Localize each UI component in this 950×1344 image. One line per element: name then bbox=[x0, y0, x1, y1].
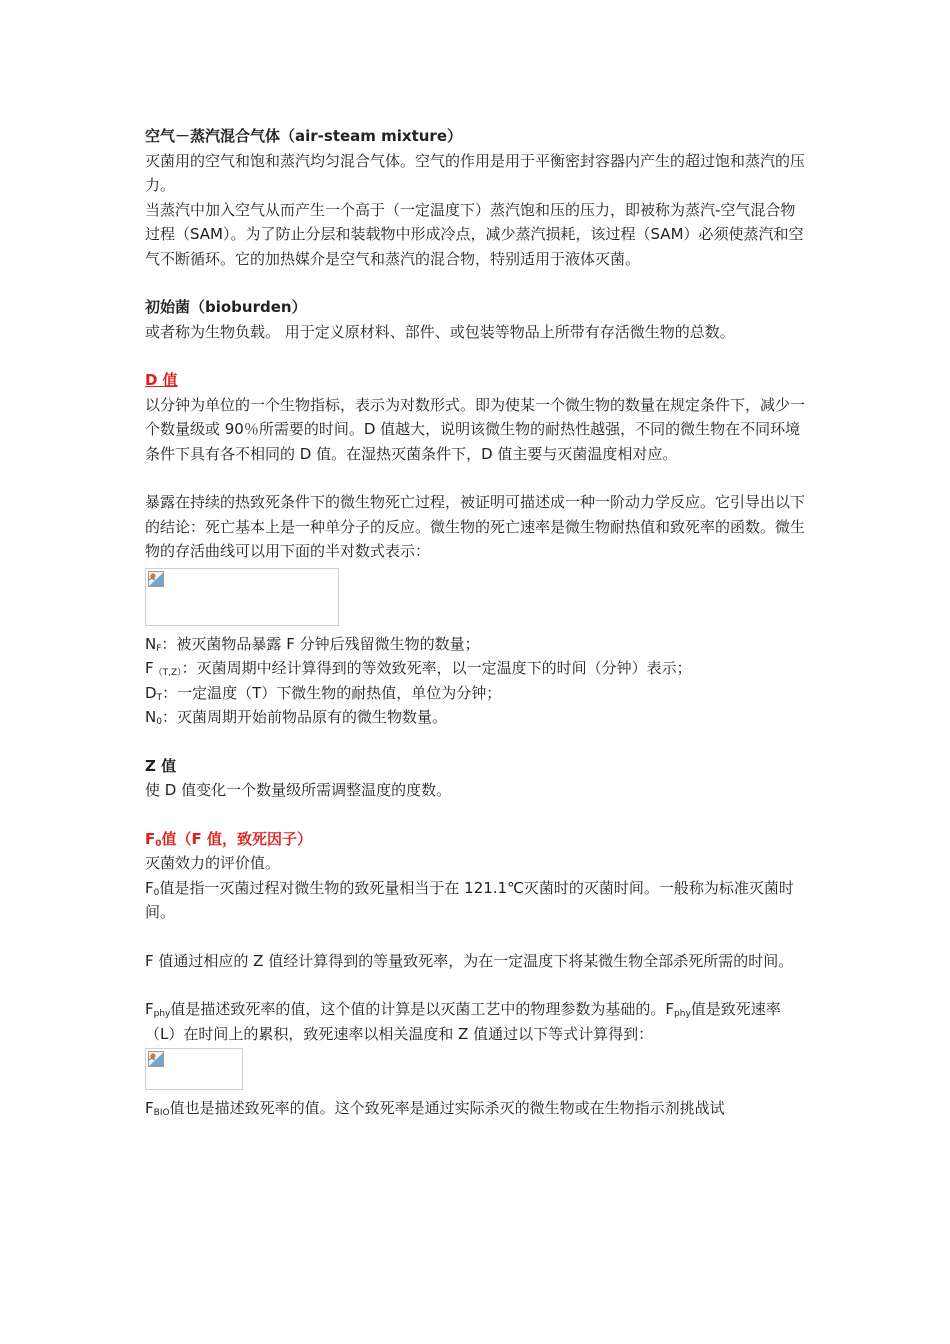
d-value-paragraph-2: 暴露在持续的热致死条件下的微生物死亡过程，被证明可描述成一种一阶动力学反应。它引导出以下的结论：死亡基本上是一种单分子的反应。微生物的死亡速率是微生物耐热值和致死率的函数。微生物的存活曲线可以用下面的半对数式表示： bbox=[145, 493, 806, 560]
equation-image-survival-curve bbox=[145, 568, 339, 626]
air-steam-paragraph-2: 当蒸汽中加入空气从而产生一个高于（一定温度下）蒸汽饱和压的压力，即被称为蒸汽-空气混合物过程（SAM）。为了防止分层和装载物中形成冷点，减少蒸汽损耗，该过程（SAM）必须使蒸汽和空气不断循环。它的加热媒介是空气和蒸汽的混合物，特别适用于液体灭菌。 bbox=[145, 200, 804, 268]
section-heading-z-value: Z 值 bbox=[145, 756, 177, 775]
spacer bbox=[145, 803, 810, 827]
f-bio-paragraph: $F_{BIO}$值也是描述致死率的值。这个致死率是通过实际杀灭的微生物或在生物指示剂挑战试 bbox=[145, 1099, 725, 1118]
z-value-paragraph-1: 使 D 值变化一个数量级所需调整温度的度数。 bbox=[145, 781, 452, 799]
spacer bbox=[145, 271, 810, 295]
f0-value-paragraph-2: $F_0$值是指一灭菌过程对微生物的致死量相当于在 121.1℃灭菌时的灭菌时间。一般称为标准灭菌时间。 bbox=[145, 878, 794, 921]
definition-ftz: $F_{(T,Z)}$：灭菌周期中经计算得到的等效致死率，以一定温度下的时间（分钟）表示； bbox=[145, 659, 692, 678]
section-heading-air-steam: 空气－蒸汽混合气体（air-steam mixture） bbox=[145, 127, 463, 145]
spacer bbox=[145, 344, 810, 368]
equation-image-lethal-rate bbox=[145, 1048, 243, 1090]
bioburden-paragraph-1: 或者称为生物负载。 用于定义原材料、部件、或包装等物品上所带有存活微生物的总数。 bbox=[145, 322, 735, 341]
broken-image-icon bbox=[148, 1051, 164, 1067]
document-content bbox=[145, 124, 810, 1121]
section-heading-bioburden: 初始菌（bioburden） bbox=[145, 298, 307, 316]
section-heading-d-value: D 值 bbox=[145, 371, 178, 389]
spacer bbox=[145, 973, 810, 997]
definition-n0: $N_0$：灭菌周期开始前物品原有的微生物数量。 bbox=[145, 708, 447, 727]
air-steam-paragraph-1: 灭菌用的空气和饱和蒸汽均匀混合气体。空气的作用是用于平衡密封容器内产生的超过饱和蒸汽的压力。 bbox=[145, 151, 806, 194]
spacer bbox=[145, 925, 810, 949]
spacer bbox=[145, 466, 810, 490]
f0-value-paragraph-1: 灭菌效力的评价值。 bbox=[145, 854, 281, 872]
section-heading-f0-value: $F_0$值（F 值，致死因子） bbox=[145, 829, 312, 849]
f0-value-paragraph-3: F 值通过相应的 Z 值经计算得到的等量致死率，为在一定温度下将某微生物全部杀死所需的时间。 bbox=[145, 951, 794, 970]
f-phy-paragraph: $F_{phy}$值是描述致死率的值，这个值的计算是以灭菌工艺中的物理参数为基础的。$F_{phy}$值是致死速率（L）在时间上的累积，致死速率以相关温度和 Z 值通过以下等式计算得到： bbox=[145, 1000, 781, 1043]
spacer bbox=[145, 730, 810, 754]
definition-dt: $D_T$：一定温度（T）下微生物的耐热值，单位为分钟； bbox=[145, 683, 502, 703]
definition-nf: $N_F$：被灭菌物品暴露 F 分钟后残留微生物的数量； bbox=[145, 634, 480, 654]
d-value-paragraph-1: 以分钟为单位的一个生物指标，表示为对数形式。即为使某一个微生物的数量在规定条件下，减少一个数量级或 90％所需要的时间。D 值越大，说明该微生物的耐热性越强，不同的微生物在不同环境条件下具有各不相同的 D 值。在湿热灭菌条件下，D 值主要与灭菌温度相对应。 bbox=[145, 395, 806, 463]
broken-image-icon bbox=[148, 571, 164, 587]
